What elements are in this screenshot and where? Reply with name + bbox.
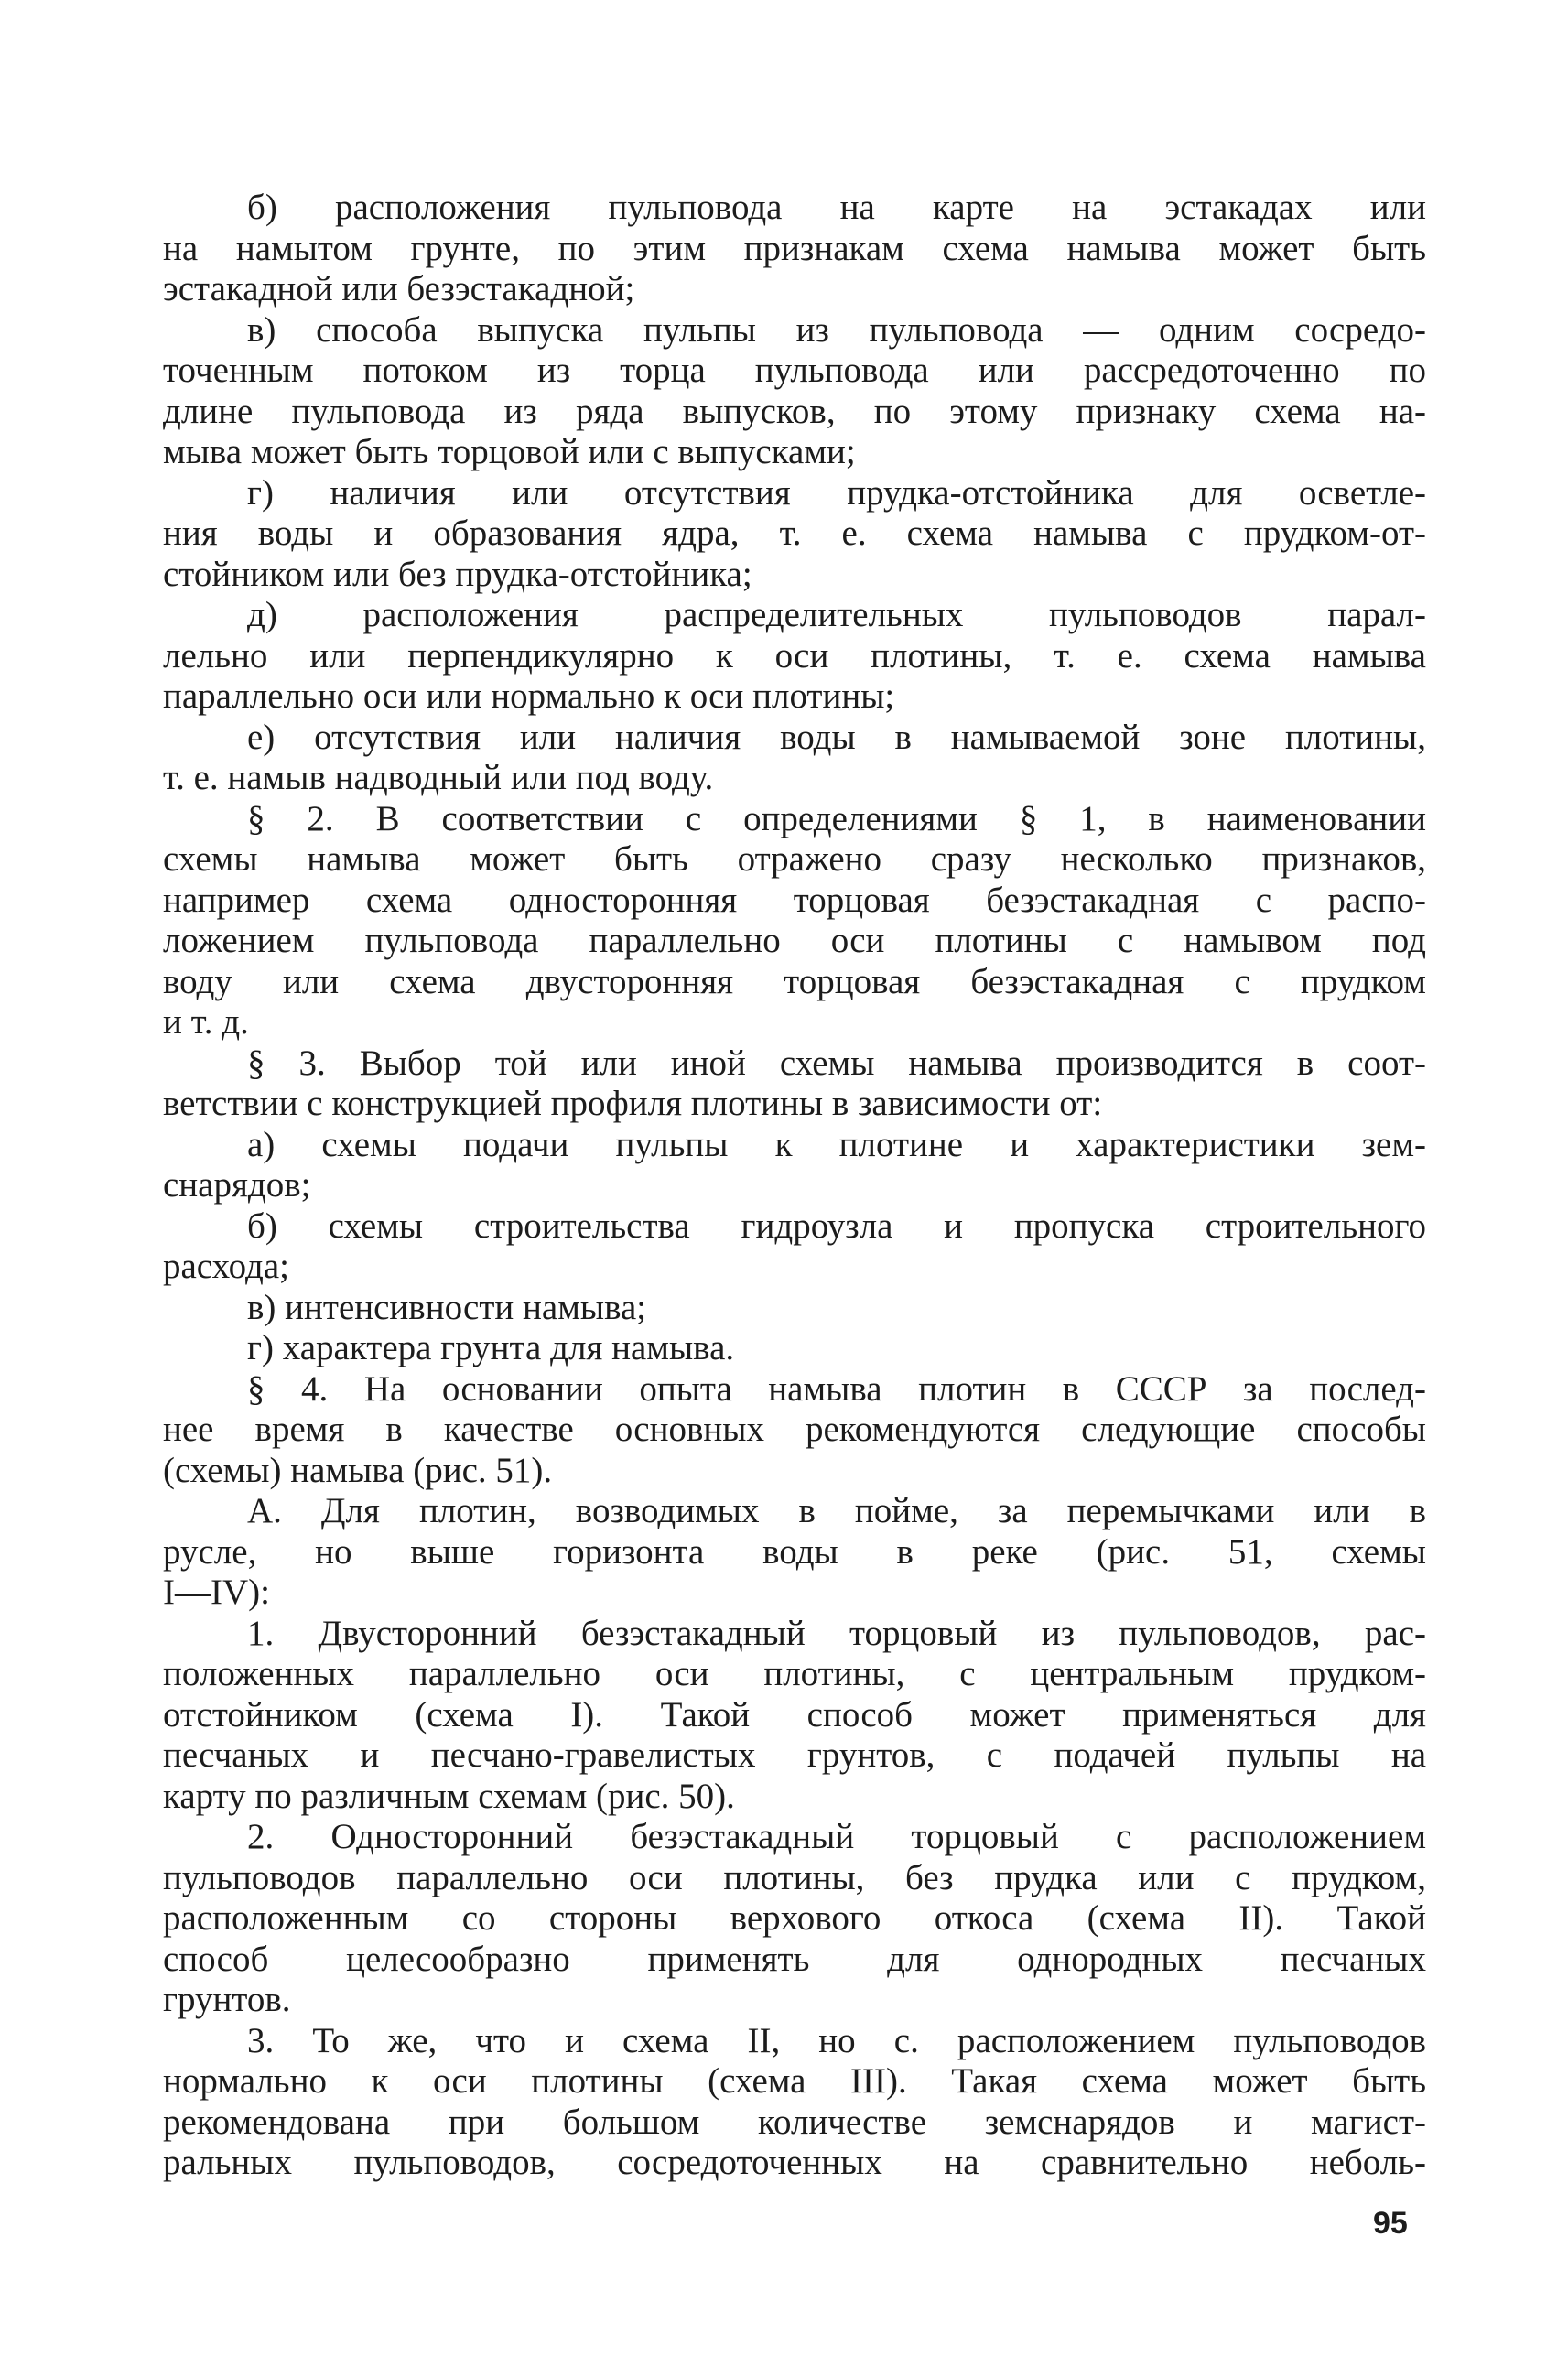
text-line: в) интенсивности намыва; xyxy=(247,1287,647,1327)
text-line: лельно или перпендикулярно к оси плотины, т. е. схема намыва xyxy=(163,635,1426,676)
text-line: положенных параллельно оси плотины, с центральным прудком- xyxy=(163,1654,1426,1693)
text-line: нормально к оси плотины (схема III). Такая схема может быть xyxy=(163,2061,1426,2101)
text-line: параллельно оси или нормально к оси плотины; xyxy=(163,676,895,716)
text-line: д) расположения распределительных пульповодов парал- xyxy=(247,595,1426,634)
text-line: карту по различным схемам (рис. 50). xyxy=(163,1776,735,1816)
text-line: мыва может быть торцовой или с выпусками; xyxy=(163,432,856,471)
text-line: § 4. На основании опыта намыва плотин в СССР за послед- xyxy=(247,1368,1426,1409)
text-line: нее время в качестве основных рекомендуются следующие способы xyxy=(163,1410,1426,1449)
text-line: способ целесообразно применять для однородных песчаных xyxy=(163,1939,1426,1979)
text-line: ния воды и образования ядра, т. е. схема намыва с прудком-от- xyxy=(163,513,1426,553)
text-line: I—IV): xyxy=(163,1573,270,1612)
text-line: грунтов. xyxy=(163,1980,291,2019)
text-line: ложением пульповода параллельно оси плотины с намывом под xyxy=(163,921,1426,960)
text-line: на намытом грунте, по этим признакам схема намыва может быть xyxy=(163,228,1426,268)
text-line: г) характера грунта для намыва. xyxy=(247,1328,735,1367)
page-number: 95 xyxy=(1373,2206,1408,2241)
text-line: б) схемы строительства гидроузла и пропуска строительного xyxy=(247,1205,1426,1246)
text-line: в) способа выпуска пульпы из пульповода — одним сосредо- xyxy=(247,309,1426,350)
text-line: рекомендована при большом количестве земснарядов и магист- xyxy=(163,2102,1426,2142)
text-line: ральных пульповодов, сосредоточенных на сравнительно неболь- xyxy=(163,2143,1426,2182)
text-line: расхода; xyxy=(163,1247,289,1286)
text-line: и т. д. xyxy=(163,1002,249,1042)
text-line: например схема односторонняя торцовая безэстакадная с распо- xyxy=(163,880,1426,920)
text-line: отстойником (схема I). Такой способ может применяться для xyxy=(163,1694,1426,1735)
page-body xyxy=(163,188,1426,2184)
text-line: т. е. намыв надводный или под воду. xyxy=(163,758,714,797)
text-line: ветствии с конструкцией профиля плотины в зависимости от: xyxy=(163,1084,1103,1123)
text-line: б) расположения пульповода на карте на эстакадах или xyxy=(247,188,1426,227)
text-line: 1. Двусторонний безэстакадный торцовый из пульповодов, рас- xyxy=(247,1613,1426,1653)
text-line: русле, но выше горизонта воды в реке (рис. 51, схемы xyxy=(163,1531,1426,1572)
text-line: (схемы) намыва (рис. 51). xyxy=(163,1450,553,1490)
text-line: А. Для плотин, возводимых в пойме, за перемычками или в xyxy=(247,1491,1426,1530)
text-line: эстакадной или безэстакадной; xyxy=(163,269,635,308)
text-line: 2. Односторонний безэстакадный торцовый с расположением xyxy=(247,1817,1426,1856)
text-line: точенным потоком из торца пульповода или рассредоточенно по xyxy=(163,351,1426,390)
text-line: длине пульповода из ряда выпусков, по этому признаку схема на- xyxy=(163,391,1426,431)
text-line: § 3. Выбор той или иной схемы намыва производится в соот- xyxy=(247,1043,1426,1083)
text-line: снарядов; xyxy=(163,1165,311,1205)
text-line: стойником или без прудка-отстойника; xyxy=(163,554,752,594)
text-line: расположенным со стороны верхового откоса (схема II). Такой xyxy=(163,1898,1426,1938)
text-line: § 2. В соответствии с определениями § 1, в наименовании xyxy=(247,798,1426,838)
text-line: е) отсутствия или наличия воды в намываемой зоне плотины, xyxy=(247,717,1426,757)
text-line: схемы намыва может быть отражено сразу несколько признаков, xyxy=(163,839,1426,879)
text-line: 3. То же, что и схема II, но с. расположением пульповодов xyxy=(247,2020,1426,2060)
text-line: пульповодов параллельно оси плотины, без прудка или с прудком, xyxy=(163,1857,1426,1897)
text-line: воду или схема двусторонняя торцовая безэстакадная с прудком xyxy=(163,961,1426,1001)
text-line: песчаных и песчано-гравелистых грунтов, с подачей пульпы на xyxy=(163,1735,1426,1775)
text-line: а) схемы подачи пульпы к плотине и характеристики зем- xyxy=(247,1124,1426,1164)
text-line: г) наличия или отсутствия прудка-отстойника для осветле- xyxy=(247,472,1426,513)
